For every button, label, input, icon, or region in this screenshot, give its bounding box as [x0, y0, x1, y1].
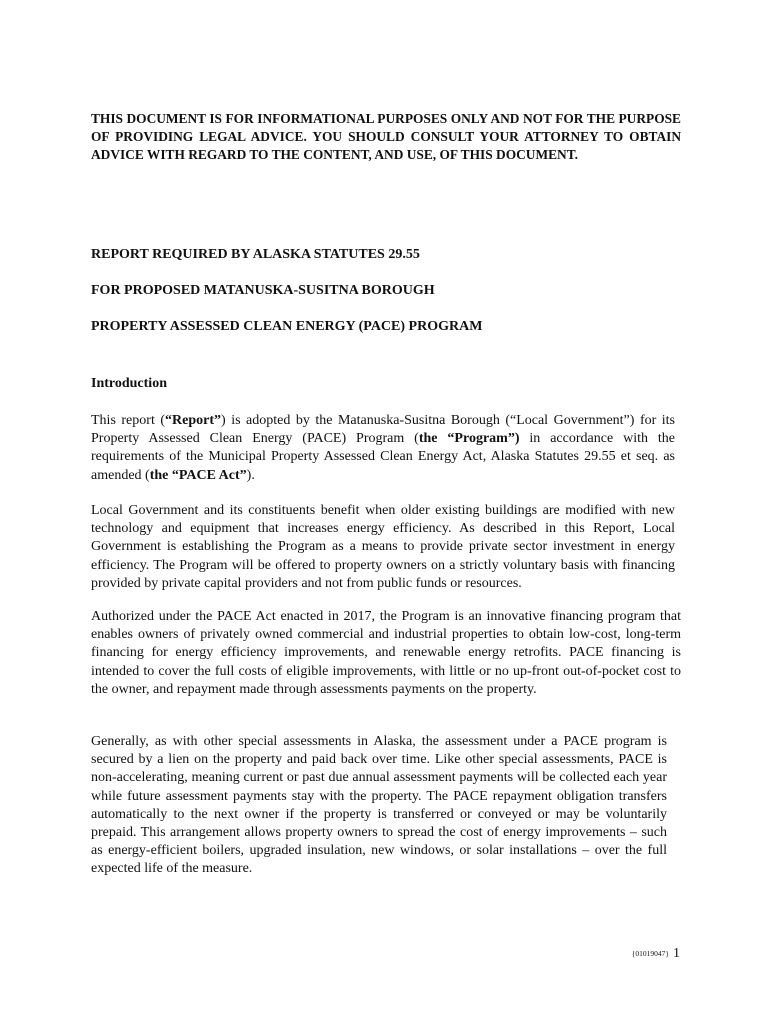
- section-heading-introduction: Introduction: [91, 376, 167, 391]
- title-line-2: FOR PROPOSED MATANUSKA-SUSITNA BOROUGH: [91, 283, 435, 298]
- paragraph-3: Authorized under the PACE Act enacted in 2017, the Program is an innovative financing program that enables owners of privately owned commercial and industrial properties to obtain low-cost, long-term financing for energy efficiency improvements, and renewable energy retrofits. PACE financing is intended to cover the full costs of eligible improvements, with little or no up-front out-of-pocket cost to the owner, and repayment made through assessments payments on the property.: [91, 609, 681, 697]
- defined-term-program: the “Program”): [418, 431, 520, 447]
- paragraph-4: Generally, as with other special assessments in Alaska, the assessment under a PACE program is secured by a lien on the property and paid back over time. Like other special assessments, PACE is non-accelerating, meaning current or past due annual assessment payments will be collected each year while future assessment payments stay with the property. The PACE repayment obligation transfers automatically to the next owner if the property is transferred or conveyed or may be voluntarily prepaid. This arrangement allows property owners to spread the cost of energy improvements – such as energy-efficient boilers, upgraded insulation, new windows, or solar installations – over the full expected life of the measure.: [91, 734, 667, 877]
- page-number: 1: [673, 946, 680, 961]
- title-line-3: PROPERTY ASSESSED CLEAN ENERGY (PACE) PROGRAM: [91, 319, 483, 334]
- legal-disclaimer: THIS DOCUMENT IS FOR INFORMATIONAL PURPOSES ONLY AND NOT FOR THE PURPOSE OF PROVIDING LEGAL ADVICE. YOU SHOULD CONSULT YOUR ATTORNEY TO OBTAIN ADVICE WITH REGARD TO THE CONTENT, AND USE, OF THIS DOCUMENT.: [91, 111, 681, 162]
- page-footer: [632, 944, 680, 962]
- paragraph-1-text: ) is adopted by the Matanuska-Susitna Borough (“Local Government”) for its Property Assessed Clean Energy (PACE) Program (: [91, 413, 676, 447]
- paragraph-1-text: ).: [246, 467, 255, 483]
- paragraph-1-text: This report (: [91, 413, 166, 428]
- defined-term-report: “Report”: [165, 413, 222, 428]
- paragraph-2: Local Government and its constituents benefit when older existing buildings are modified with new technology and equipment that increases energy efficiency. As described in this Report, Local Government is establishing the Program as a means to provide private sector investment in energy efficiency. The Program will be offered to property owners on a strictly voluntary basis with financing provided by private capital providers and not from public funds or resources.: [91, 503, 675, 591]
- paragraph-1-text: in accordance with the requirements of the Municipal Property Assessed Clean Energy Act, Alaska Statutes 29.55 et seq. as amended (: [91, 431, 675, 483]
- title-line-1: REPORT REQUIRED BY ALASKA STATUTES 29.55: [91, 247, 420, 262]
- paragraph-1: [91, 412, 675, 485]
- document-code: {01019047}: [631, 949, 669, 958]
- defined-term-pace-act: the “PACE Act”: [149, 467, 247, 483]
